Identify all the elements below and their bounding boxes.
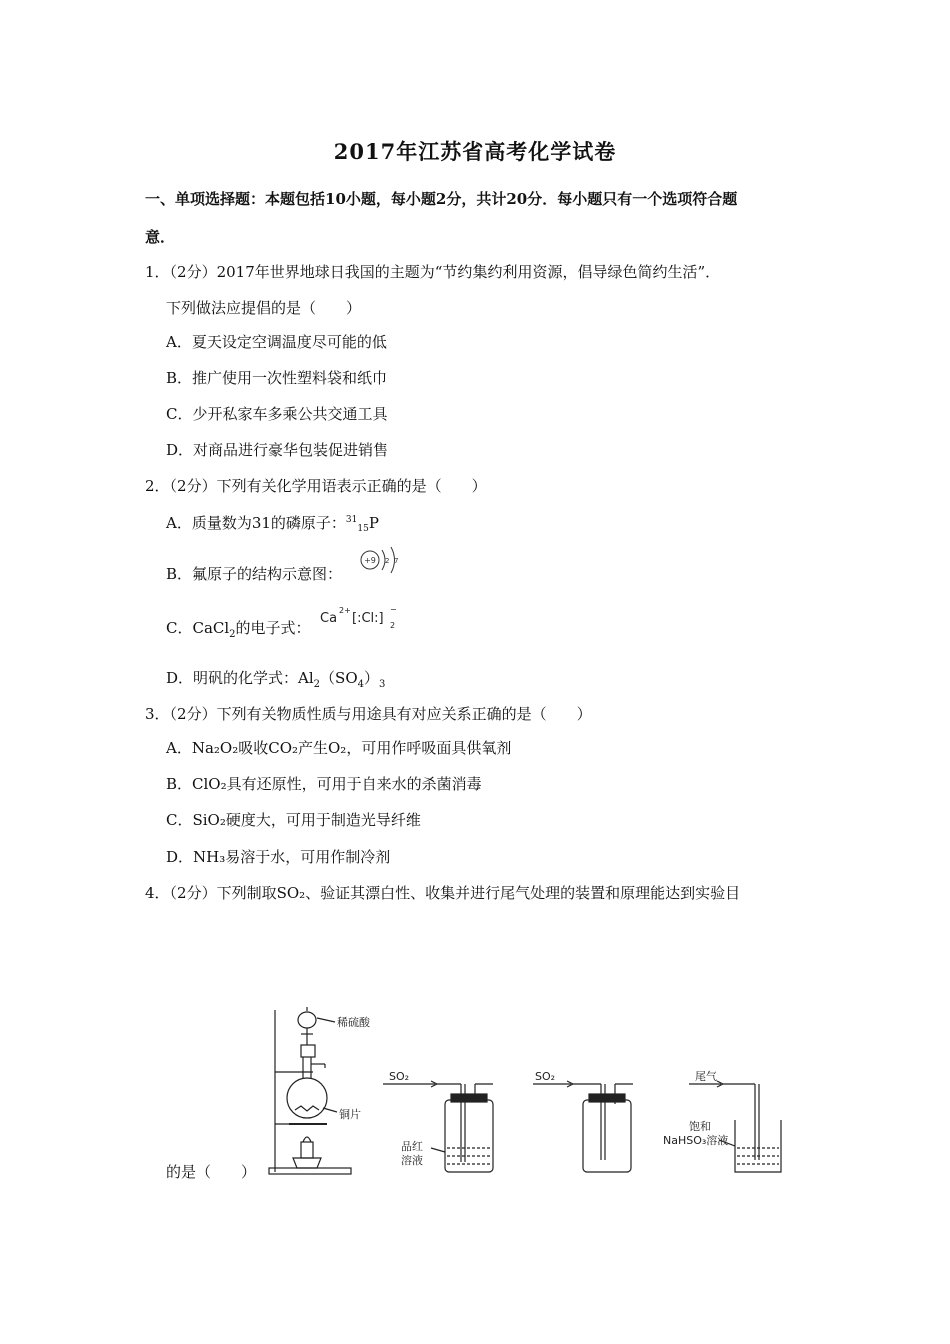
question-number: 3．: [145, 705, 170, 723]
question-2-option-a: A．质量数为31的磷原子：$^{31}_{15}$P: [166, 514, 379, 534]
burner-base: [293, 1158, 321, 1168]
question-1-stem: [145, 262, 720, 282]
apparatus-c-collection-bottle: [533, 1081, 633, 1172]
label-pinhong-1: 品红: [401, 1140, 423, 1153]
section-heading-line1: 一、单项选择题：本题包括10小题，每小题2分，共计20分．每小题只有一个选项符合题: [145, 190, 738, 208]
cation-symbol: Ca: [320, 611, 338, 626]
mass-number: 31: [345, 515, 358, 525]
shell-2-electrons: 7: [394, 557, 399, 565]
label-so2-c: SO₂: [535, 1070, 556, 1083]
question-1-option-b: B．推广使用一次性塑料袋和纸巾: [166, 369, 388, 387]
label-nahso3: NaHSO₃溶液: [663, 1134, 729, 1147]
label-saturated: 饱和: [689, 1120, 711, 1133]
label-so2-b: SO₂: [389, 1070, 410, 1083]
apparatus-b-pinhong-bottle: [383, 1081, 493, 1172]
question-score: （2分）: [169, 884, 217, 902]
question-2-option-c: C．CaCl$_2$的电子式：: [166, 619, 311, 640]
apparatus-a-generator: [269, 1007, 351, 1174]
label-acid: 稀硫酸: [337, 1016, 370, 1029]
question-score: （2分）: [169, 477, 217, 495]
section-heading-line2: 意．: [145, 228, 176, 246]
question-4-stem-line2: 的是（ ）: [166, 1163, 257, 1181]
question-number: 1．: [145, 263, 170, 281]
stand-base: [269, 1168, 351, 1174]
question-1-stem-line2: 下列做法应提倡的是（ ）: [166, 299, 362, 317]
cacl2-electron-formula: [320, 600, 400, 632]
label-pinhong-2: 溶液: [401, 1154, 423, 1167]
question-number: 2．: [145, 477, 170, 495]
question-3-option-a: A．Na₂O₂吸收CO₂产生O₂，可用作呼吸面具供氧剂: [166, 739, 512, 757]
question-text: 下列有关物质性质与用途具有对应关系正确的是（ ）: [216, 705, 592, 723]
element-symbol: P: [368, 514, 379, 532]
page-title: 2017年江苏省高考化学试卷: [333, 139, 617, 164]
question-score: （2分）: [169, 705, 217, 723]
question-2-option-b: B．氟原子的结构示意图：: [166, 565, 343, 583]
bottle-b: [445, 1100, 493, 1172]
question-text: 下列制取SO₂、验证其漂白性、收集并进行尾气处理的装置和原理能达到实验目: [216, 884, 741, 902]
bottle-c: [583, 1100, 631, 1172]
shell-1-electrons: 2: [385, 557, 390, 565]
label-tail-gas: 尾气: [695, 1070, 717, 1083]
experiment-apparatus-figure: [265, 1000, 805, 1185]
question-2-stem: [145, 476, 487, 496]
question-3-option-b: B．ClO₂具有还原性，可用于自来水的杀菌消毒: [166, 775, 482, 793]
question-3-option-c: C．SiO₂硬度大，可用于制造光导纤维: [166, 811, 421, 829]
flame: [303, 1137, 311, 1142]
question-2-option-d: D．明矾的化学式：$Al_2(SO_4)_3$: [166, 669, 386, 690]
question-1-option-d: D．对商品进行豪华包装促进销售: [166, 441, 389, 459]
question-text: 下列有关化学用语表示正确的是（ ）: [216, 477, 487, 495]
question-number: 4．: [145, 884, 170, 902]
question-1-option-a: A．夏天设定空调温度尽可能的低: [166, 333, 387, 351]
question-1-option-c: C．少开私家车多乘公共交通工具: [166, 405, 388, 423]
fluorine-atom-diagram: [358, 546, 406, 580]
anion-count: 2: [390, 621, 396, 630]
question-score: （2分）: [169, 263, 217, 281]
anion-bracket: [:Cl:]: [352, 611, 384, 626]
nucleus-charge: +9: [364, 556, 376, 565]
label-copper: 铜片: [339, 1108, 361, 1121]
copper-pieces: [295, 1106, 319, 1111]
anion-charge: −: [390, 605, 397, 614]
funnel-bulb: [298, 1012, 316, 1028]
question-3-option-d: D．NH₃易溶于水，可用作制冷剂: [166, 848, 391, 866]
round-flask: [287, 1078, 327, 1118]
section-heading: [145, 180, 815, 256]
question-text: 2017年世界地球日我国的主题为“节约集约利用资源，倡导绿色简约生活”．: [216, 263, 721, 281]
cation-charge: 2+: [339, 606, 351, 615]
atomic-number: 15: [357, 524, 369, 534]
question-4-stem: [145, 883, 740, 903]
question-3-stem: [145, 704, 592, 724]
